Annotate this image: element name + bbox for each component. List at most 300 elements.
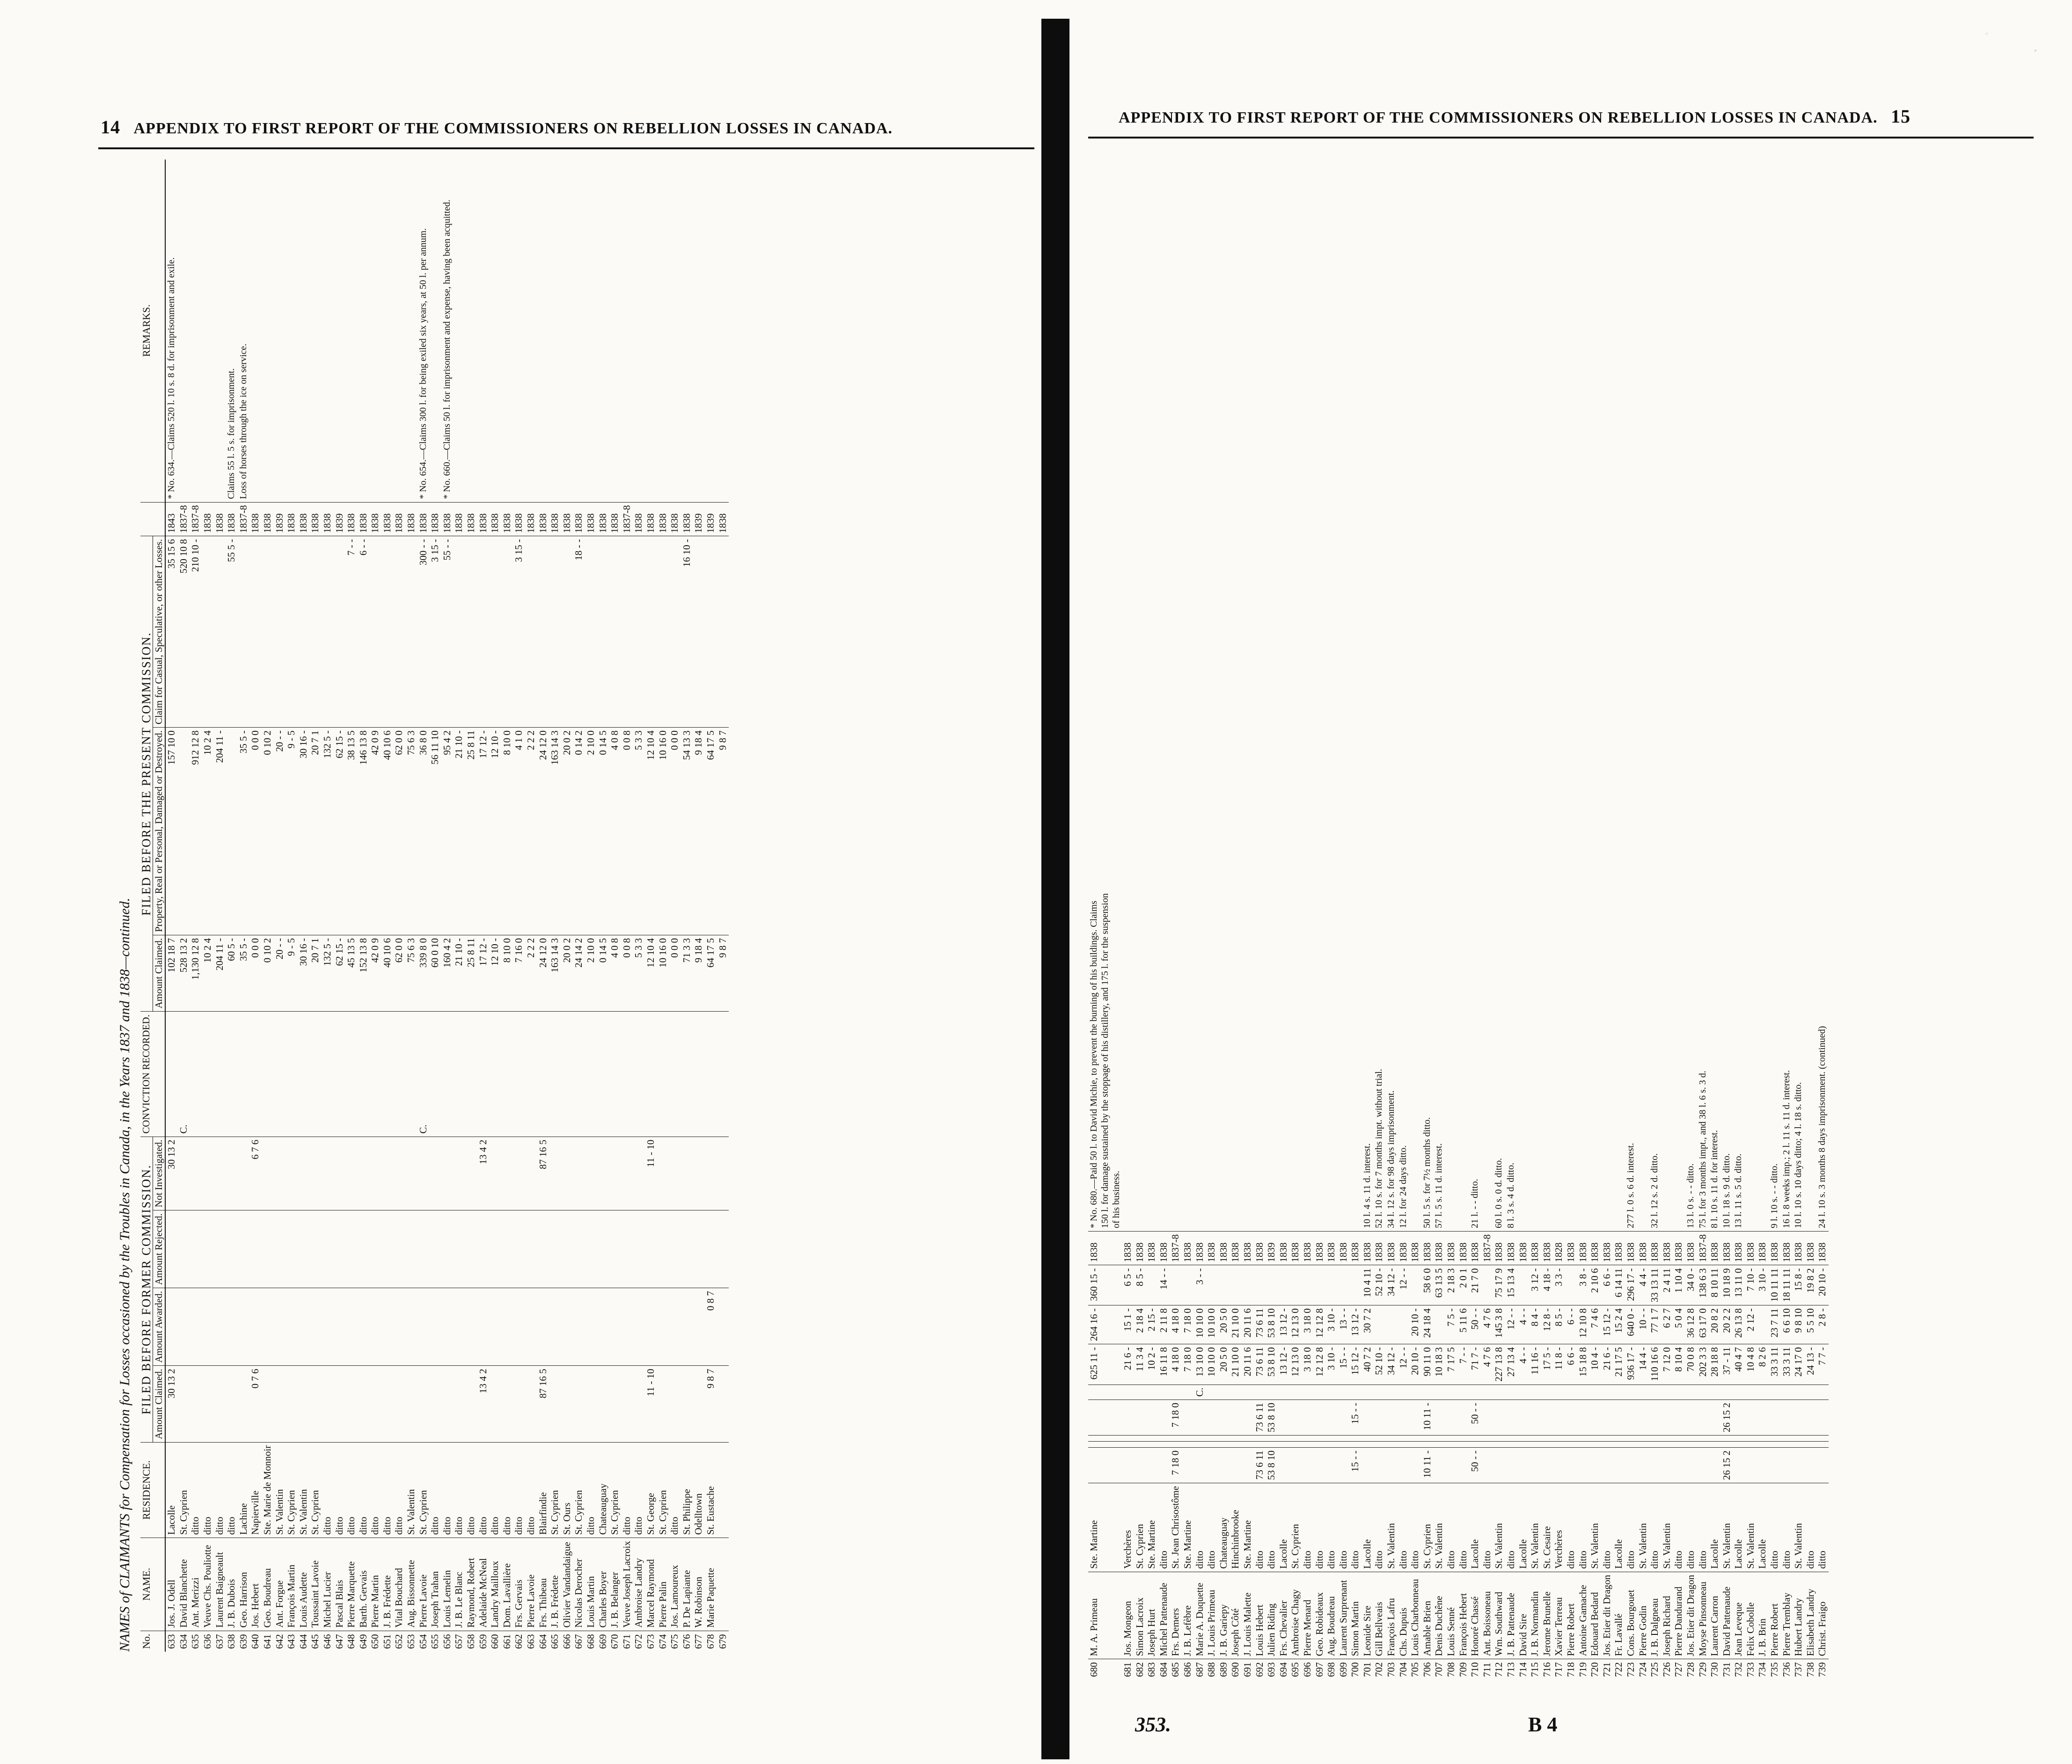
cell-not-investigated <box>1673 1400 1685 1435</box>
cell-claimed <box>405 1366 417 1443</box>
cell-residence: St. Valentin <box>274 1442 286 1538</box>
cell-claimed <box>1278 1447 1290 1483</box>
cell-no: 635 <box>190 1634 201 1649</box>
cell-remarks <box>334 160 346 503</box>
cell-rejected <box>1709 1435 1721 1441</box>
cell-no: 700 <box>1349 1662 1361 1677</box>
cell-name: Louis Charbonneau <box>1409 1572 1421 1659</box>
cell-rejected <box>1218 1435 1230 1441</box>
cell-rejected <box>1134 1435 1146 1441</box>
cell-no: 667 <box>573 1634 585 1649</box>
cell-no: 669 <box>597 1634 608 1649</box>
table-row <box>381 160 394 1652</box>
cell-name: François Lafru <box>1385 1572 1398 1659</box>
cell-casual: 360 15 - <box>1088 1265 1122 1305</box>
table-row <box>1649 889 1661 1680</box>
cell-name: Cons. Bourgouet <box>1625 1572 1637 1659</box>
cell-no: 723 <box>1625 1662 1636 1677</box>
cell-residence: St. Cyprien <box>1289 1483 1302 1572</box>
cell-awarded <box>298 1288 310 1366</box>
cell-remarks <box>369 160 381 503</box>
cell-residence: ditto <box>1781 1483 1793 1572</box>
cell-no: 676 <box>681 1634 692 1649</box>
cell-awarded <box>561 1288 573 1366</box>
cell-property: 163 14 3 <box>549 728 561 935</box>
cell-present-amount: 10 2 - <box>1146 1344 1158 1385</box>
cell-rejected <box>1385 1435 1398 1441</box>
cell-name: Aug. Bissonnette <box>405 1538 417 1631</box>
cell-rejected <box>633 1210 645 1288</box>
table-row <box>645 160 657 1652</box>
cell-casual: 6 14 11 <box>1613 1265 1625 1305</box>
cell-awarded <box>1398 1441 1410 1447</box>
cell-no: 668 <box>585 1634 596 1649</box>
cell-present-amount: 163 14 3 <box>549 935 561 1012</box>
cell-name: J. B. Belanger <box>609 1538 621 1631</box>
cell-awarded <box>238 1288 250 1366</box>
cell-property: 36 12 8 <box>1685 1305 1697 1344</box>
cell-rejected <box>501 1210 513 1288</box>
cell-rejected <box>441 1210 454 1288</box>
cell-no: 712 <box>1493 1662 1505 1677</box>
cell-year: 1838 <box>1182 1231 1194 1265</box>
cell-residence: ditto <box>1194 1483 1206 1572</box>
cell-awarded <box>693 1288 705 1366</box>
cell-not-investigated <box>1325 1400 1338 1435</box>
cell-name: Jos. Etier dit Dragon <box>1601 1572 1613 1659</box>
cell-casual <box>322 536 334 728</box>
cell-year: 1838 <box>717 502 729 536</box>
cell-residence: ditto <box>1445 1483 1457 1572</box>
cell-awarded <box>1733 1441 1745 1447</box>
cell-not-investigated <box>717 1137 729 1210</box>
cell-claimed <box>1457 1447 1470 1483</box>
cell-year: 1838 <box>286 502 298 536</box>
cell-name: Jos. J. Odell <box>165 1538 178 1631</box>
cell-no: 692 <box>1253 1662 1265 1677</box>
cell-casual <box>561 536 573 728</box>
cell-property: 4 7 6 <box>1481 1305 1494 1344</box>
cell-year: 1838 <box>1589 1231 1601 1265</box>
cell-no: 643 <box>286 1634 297 1649</box>
cell-not-investigated <box>1709 1400 1721 1435</box>
cell-claimed <box>501 1366 513 1443</box>
cell-remarks <box>633 160 645 503</box>
cell-claimed <box>513 1366 525 1443</box>
cell-conviction <box>334 1012 346 1137</box>
cell-conviction <box>657 1012 669 1137</box>
cell-present-amount: 20 10 - <box>1409 1344 1421 1385</box>
cell-no: 704 <box>1397 1662 1409 1677</box>
cell-present-amount: 0 10 2 <box>262 935 274 1012</box>
cell-awarded <box>178 1288 190 1366</box>
cell-awarded <box>262 1288 274 1366</box>
cell-name: Joseph Côté <box>1230 1572 1242 1659</box>
cell-name: Ambroise Chagy <box>1289 1572 1302 1659</box>
cell-casual <box>309 536 322 728</box>
cell-property: 4 1 0 <box>513 728 525 935</box>
cell-conviction <box>249 1012 262 1137</box>
cell-claimed <box>1325 1447 1338 1483</box>
cell-claimed: 0 7 6 <box>249 1366 262 1443</box>
cell-present-amount: 60 5 - <box>226 935 238 1012</box>
cell-rejected <box>609 1210 621 1288</box>
cell-present-amount: 40 10 6 <box>381 935 394 1012</box>
cell-not-investigated <box>393 1137 405 1210</box>
cell-awarded: 0 8 7 <box>705 1288 717 1366</box>
cell-rejected <box>489 1210 501 1288</box>
cell-awarded <box>1158 1441 1170 1447</box>
cell-present-amount: 0 0 8 <box>621 935 633 1012</box>
cell-claimed <box>1816 1447 1829 1483</box>
cell-year: 1838 <box>1088 1231 1122 1265</box>
cell-name: Veuve Chs. Pouliotte <box>202 1538 214 1631</box>
cell-conviction <box>453 1012 465 1137</box>
cell-not-investigated <box>1589 1400 1601 1435</box>
table-row <box>549 160 561 1652</box>
cell-residence: Napierville <box>249 1442 262 1538</box>
cell-awarded <box>1721 1441 1733 1447</box>
cell-claimed <box>1625 1447 1637 1483</box>
cell-awarded <box>190 1288 202 1366</box>
cell-conviction <box>345 1012 358 1137</box>
cell-remarks <box>573 160 585 503</box>
cell-rejected <box>214 1210 226 1288</box>
cell-awarded <box>441 1288 454 1366</box>
cell-casual <box>262 536 274 728</box>
cell-name: P. De Lapiante <box>681 1538 693 1631</box>
cell-remarks <box>585 160 597 503</box>
table-row <box>1314 889 1326 1680</box>
cell-residence: Hinchinbrooke <box>1230 1483 1242 1572</box>
cell-conviction <box>1398 1385 1410 1400</box>
cell-present-amount: 42 0 9 <box>369 935 381 1012</box>
cell-present-amount: 13 10 0 <box>1194 1344 1206 1385</box>
cell-residence: ditto <box>190 1442 202 1538</box>
cell-name: Honoré Chassé <box>1469 1572 1481 1659</box>
cell-not-investigated <box>465 1137 477 1210</box>
cell-property: 9 8 7 <box>717 728 729 935</box>
cell-awarded <box>1517 1441 1530 1447</box>
cell-property: 2 10 0 <box>585 728 597 935</box>
cell-claimed <box>1385 1447 1398 1483</box>
cell-present-amount: 12 10 4 <box>645 935 657 1012</box>
cell-casual <box>525 536 537 728</box>
cell-name: J. Louis Malette <box>1242 1572 1254 1659</box>
cell-conviction <box>1565 1385 1577 1400</box>
cell-casual: 6 6 - <box>1601 1265 1613 1305</box>
cell-residence: ditto <box>501 1442 513 1538</box>
cell-name: Ant. Boissoneau <box>1481 1572 1494 1659</box>
cell-casual: 2 10 6 <box>1589 1265 1601 1305</box>
cell-casual <box>1338 1265 1350 1305</box>
cell-claimed <box>369 1366 381 1443</box>
cell-residence: ditto <box>1769 1483 1781 1572</box>
cell-name: Michel Pattenaude <box>1158 1572 1170 1659</box>
cell-awarded <box>1541 1441 1553 1447</box>
cell-remarks <box>717 160 729 503</box>
cell-remarks <box>453 160 465 503</box>
cell-claimed <box>621 1366 633 1443</box>
cell-residence: St. Cyprien <box>286 1442 298 1538</box>
cell-remarks <box>1457 889 1470 1232</box>
cell-rejected <box>657 1210 669 1288</box>
table-row <box>1433 889 1445 1680</box>
cell-no: 689 <box>1217 1662 1229 1677</box>
cell-awarded <box>1349 1441 1362 1447</box>
cell-claimed <box>561 1366 573 1443</box>
cell-name: J. Louis Primeau <box>1206 1572 1218 1659</box>
cell-year: 1838 <box>1289 1231 1302 1265</box>
cell-remarks <box>465 160 477 503</box>
cell-claimed <box>1601 1447 1613 1483</box>
table-row <box>693 160 705 1652</box>
cell-claimed <box>238 1366 250 1443</box>
cell-property <box>1385 1305 1398 1344</box>
cell-year: 1838 <box>669 502 681 536</box>
cell-no: 716 <box>1541 1662 1552 1677</box>
cell-name: Ant. Merizzi <box>190 1538 202 1631</box>
left-table-body <box>165 160 729 1652</box>
cell-rejected <box>381 1210 394 1288</box>
cell-name: Marie Paquette <box>705 1538 717 1631</box>
cell-property: 640 0 - <box>1625 1305 1637 1344</box>
cell-present-amount: 10 18 3 <box>1433 1344 1445 1385</box>
cell-present-amount: 11 8 - <box>1553 1344 1565 1385</box>
cell-present-amount: 11 3 4 <box>1134 1344 1146 1385</box>
table-row <box>1697 889 1709 1680</box>
cell-residence: St. Cyprien <box>549 1442 561 1538</box>
cell-name: Pierre Menard <box>1302 1572 1314 1659</box>
cell-rejected <box>226 1210 238 1288</box>
cell-casual: 3 15 - <box>513 536 525 728</box>
cell-remarks: 21 l. - - ditto. <box>1469 889 1481 1232</box>
cell-no: 649 <box>357 1634 369 1649</box>
cell-rejected <box>345 1210 358 1288</box>
cell-awarded <box>513 1288 525 1366</box>
cell-property: 53 8 10 <box>1266 1305 1278 1344</box>
cell-conviction <box>537 1012 549 1137</box>
cell-not-investigated: 13 4 2 <box>477 1137 490 1210</box>
cell-rejected <box>1553 1435 1565 1441</box>
cell-awarded <box>1194 1441 1206 1447</box>
cell-property: 264 16 - <box>1088 1305 1122 1344</box>
cell-property: 0 14 5 <box>597 728 609 935</box>
cell-claimed <box>1289 1447 1302 1483</box>
cell-casual: 3 - - <box>1194 1265 1206 1305</box>
cell-remarks <box>190 160 202 503</box>
cell-rejected <box>1088 1435 1122 1441</box>
cell-no: 642 <box>273 1634 285 1649</box>
cell-rejected <box>1613 1435 1625 1441</box>
cell-no: 655 <box>429 1634 441 1649</box>
cell-casual: 35 15 6 <box>165 536 178 728</box>
cell-present-amount: 52 10 - <box>1373 1344 1385 1385</box>
cell-present-amount: 0 0 0 <box>669 935 681 1012</box>
table-row <box>609 160 621 1652</box>
cell-present-amount: 21 10 - <box>453 935 465 1012</box>
cell-no: 725 <box>1649 1662 1661 1677</box>
cell-awarded <box>1709 1441 1721 1447</box>
cell-casual <box>633 536 645 728</box>
cell-casual <box>477 536 490 728</box>
cell-no: 638 <box>226 1634 237 1649</box>
cell-rejected <box>1409 1435 1421 1441</box>
cell-conviction <box>1302 1385 1314 1400</box>
cell-year: 1838 <box>645 502 657 536</box>
cell-residence: ditto <box>1457 1483 1470 1572</box>
cell-year: 1839 <box>1266 1231 1278 1265</box>
cell-year: 1838 <box>405 502 417 536</box>
cell-awarded <box>1373 1441 1385 1447</box>
cell-property: 157 10 0 <box>165 728 178 935</box>
cell-property: 3 18 0 <box>1302 1305 1314 1344</box>
cell-conviction <box>1721 1385 1733 1400</box>
cell-property: 73 6 11 <box>1254 1305 1266 1344</box>
cell-year: 1838 <box>1373 1231 1385 1265</box>
cell-residence: St. Cyprien <box>417 1442 430 1538</box>
cell-name: Jos. Lamoureux <box>669 1538 681 1631</box>
cell-remarks <box>501 160 513 503</box>
cell-conviction <box>1385 1385 1398 1400</box>
cell-no: 739 <box>1816 1662 1828 1677</box>
cell-rejected <box>705 1210 717 1288</box>
cell-casual: 55 - - <box>441 536 454 728</box>
cell-not-investigated <box>669 1137 681 1210</box>
cell-present-amount: 62 15 - <box>334 935 346 1012</box>
cell-conviction <box>1661 1385 1673 1400</box>
cell-name: Frs. Thibeau <box>537 1538 549 1631</box>
cell-claimed <box>334 1366 346 1443</box>
cell-no: 688 <box>1206 1662 1217 1677</box>
cell-not-investigated <box>1146 1400 1158 1435</box>
cell-present-amount: 62 0 0 <box>393 935 405 1012</box>
cell-not-investigated <box>1398 1400 1410 1435</box>
cell-conviction <box>1170 1385 1182 1400</box>
table-row <box>1134 889 1146 1680</box>
table-row <box>1709 889 1721 1680</box>
cell-casual <box>657 536 669 728</box>
cell-remarks <box>537 160 549 503</box>
cell-year: 1838 <box>1685 1231 1697 1265</box>
cell-remarks <box>1146 889 1158 1232</box>
cell-property: 42 0 9 <box>369 728 381 935</box>
cell-property: 145 3 8 <box>1493 1305 1505 1344</box>
cell-present-amount: 10 4 - <box>1589 1344 1601 1385</box>
cell-residence: Lacolle <box>1469 1483 1481 1572</box>
cell-claimed <box>609 1366 621 1443</box>
cell-casual <box>1254 1265 1266 1305</box>
cell-casual <box>202 536 214 728</box>
right-running-head-text: APPENDIX TO FIRST REPORT OF THE COMMISSIONERS ON REBELLION LOSSES IN CANADA. <box>1119 109 1878 126</box>
cell-rejected <box>1362 1435 1374 1441</box>
table-row <box>705 160 717 1652</box>
cell-year: 1839 <box>705 502 717 536</box>
cell-conviction <box>1793 1385 1805 1400</box>
table-row <box>249 160 262 1652</box>
cell-claimed <box>573 1366 585 1443</box>
cell-no: 650 <box>369 1634 381 1649</box>
cell-not-investigated <box>561 1137 573 1210</box>
cell-name: Pierre Tremblay <box>1781 1572 1793 1659</box>
footer-signature: B 4 <box>1528 1713 1558 1736</box>
cell-property: 4 18 0 <box>1170 1305 1182 1344</box>
col-present-amount: Amount Claimed. <box>153 935 165 1012</box>
cell-name: Felix Cobolle <box>1745 1572 1757 1659</box>
cell-property: 5 3 3 <box>633 728 645 935</box>
cell-casual: 52 10 - <box>1373 1265 1385 1305</box>
cell-awarded <box>1505 1441 1517 1447</box>
cell-conviction <box>669 1012 681 1137</box>
cell-present-amount: 10 4 8 <box>1745 1344 1757 1385</box>
cell-year: 1838 <box>202 502 214 536</box>
cell-property: 20 11 6 <box>1242 1305 1254 1344</box>
cell-casual <box>705 536 717 728</box>
cell-casual <box>274 536 286 728</box>
cell-year: 1838 <box>1457 1231 1470 1265</box>
cell-year: 1839 <box>693 502 705 536</box>
cell-no: 717 <box>1553 1662 1565 1677</box>
cell-rejected <box>1349 1435 1362 1441</box>
cell-property <box>1398 1305 1410 1344</box>
cell-remarks <box>274 160 286 503</box>
cell-not-investigated <box>1158 1400 1170 1435</box>
cell-claimed <box>1146 1447 1158 1483</box>
cell-conviction <box>1673 1385 1685 1400</box>
cell-rejected <box>286 1210 298 1288</box>
cell-not-investigated <box>1505 1400 1517 1435</box>
cell-rejected <box>405 1210 417 1288</box>
cell-name: Hubert Landry <box>1793 1572 1805 1659</box>
cell-remarks <box>1338 889 1350 1232</box>
table-row <box>1685 889 1697 1680</box>
cell-awarded <box>1661 1441 1673 1447</box>
cell-property: 2 12 - <box>1745 1305 1757 1344</box>
cell-year: 1838 <box>441 502 454 536</box>
table-row <box>1302 889 1314 1680</box>
cell-property: 24 12 0 <box>537 728 549 935</box>
cell-name: M. A. Primeau <box>1088 1572 1122 1659</box>
paper-specks <box>1950 0 2072 84</box>
cell-no: 648 <box>345 1634 357 1649</box>
cell-name <box>717 1538 729 1631</box>
table-row <box>453 160 465 1652</box>
left-running-head <box>101 116 893 138</box>
cell-property: 63 17 0 <box>1697 1305 1709 1344</box>
cell-name: Simon Martin <box>1349 1572 1362 1659</box>
cell-no: 640 <box>249 1634 261 1649</box>
cell-residence: ditto <box>345 1442 358 1538</box>
cell-rejected <box>1625 1435 1637 1441</box>
cell-no: 709 <box>1457 1662 1469 1677</box>
cell-residence: Lacolle <box>1613 1483 1625 1572</box>
cell-property: 95 4 2 <box>441 728 454 935</box>
cell-rejected <box>274 1210 286 1288</box>
table-row <box>1529 889 1541 1680</box>
cell-present-amount: 64 17 5 <box>705 935 717 1012</box>
cell-name: Gill Bellveais <box>1373 1572 1385 1659</box>
cell-claimed <box>1649 1447 1661 1483</box>
cell-remarks: * No. 634.—Claims 520 l. 10 s. 8 d. for imprisonment and exile. <box>165 160 178 503</box>
cell-residence: St. Cyprien <box>309 1442 322 1538</box>
cell-conviction <box>681 1012 693 1137</box>
cell-present-amount: 152 13 8 <box>358 935 370 1012</box>
col-remarks: REMARKS. <box>140 160 165 503</box>
cell-conviction <box>405 1012 417 1137</box>
cell-claimed <box>1565 1447 1577 1483</box>
cell-claimed <box>453 1366 465 1443</box>
cell-not-investigated: 7 18 0 <box>1170 1400 1182 1435</box>
